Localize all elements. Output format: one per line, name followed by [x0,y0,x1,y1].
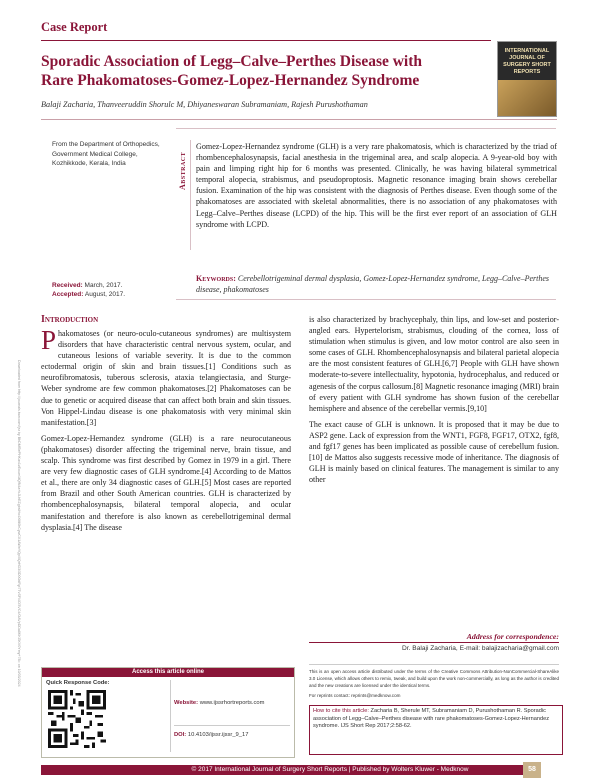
intro-paragraph-4: The exact cause of GLH is unknown. It is proposed that it may be due to ASP2 gene. Lack of expression from the WNT1, FGF8, FGF17, OTX2, fgf8, and fgf17 genes has been implicated as possible cause of cerebellum fusion.[10] de Mattos also suggests recessive mode of inheritance. The diagnosis of GLH is mainly based on clinical features. The management is similar to any other [309,419,559,485]
footer-text: © 2017 International Journal of Surgery Short Reports | Published by Wolters Kluwer - Medknow [191,766,469,773]
affiliation: From the Department of Orthopedics, Government Medical College, Kozhikkode, Kerala, India [52,141,160,167]
website-link[interactable]: www.ijssrhortreports.com [199,700,265,706]
reprints-contact[interactable]: For reprints contact: reprints@medknow.com [309,693,401,698]
cover-title: INTERNATIONAL JOURNAL OF SURGERY SHORT REPORTS [503,48,551,75]
drop-cap: P [41,325,57,355]
access-header: Access this article online [42,668,294,677]
intro-paragraph-3: is also characterized by brachycephaly, thin lips, and low-set and posterior-angled ears. Hypertelorism, strabismus, clouding of the cornea, loss of stimulation when stimulus is given, and low motor control are also seen in some cases of GLH. Rhombencephalosynapsis and bilateral parietal alopecia are the most consistent features of GLH.[6,7] People with GLH have shown moderate-to-severe intellectuality, hypotonia, hydrocephalus, and reduced or agenesis of the corpus callosum.[8] Magnetic resonance imaging (MRI) brain of every patient with GLH syndrome has shown fusion of the cerebellar hemisphere and absence of the cerebellar vermis.[9,10] [309,315,559,413]
keywords-text: Cerebellotrigeminal dermal dysplasia, Gomez-Lopez-Hernandez syndrome, Legg–Calve–Perthes disease, phakomatoses [196,274,550,294]
intro-heading: Introduction [41,314,99,325]
abstract-label: Abstract [178,151,187,190]
side-download-note: Downloaded from http://journals.lww.com/ijsr by BhDMf5ePHKav1zEoum1tQfN4a+kJLhEZgbsIHo4XMi0hCywCX1AWnYQp/IlQrHD3i3D0OdRyi7TvSFl4Cf3VC4/OAVpDDa8KKGKV0Ymy+78= on 10/03/2024 [17,360,21,687]
access-row-rule [174,725,290,726]
website-label: Website: [174,700,199,706]
intro-paragraph-1: Phakomatoses (or neuro-oculo-cutaneous syndromes) are multisystem disorders that have characteristic central nervous system, ocular, and cutaneous lesions of variable severity. It is due to the common ectodermal origin of skin and brain tissues.[1] Conditions such as neurofibromatosis, tuberous sclerosis, ataxia telangiectasia, and Sturge-Weber syndrome are few common phakomatoses.[2] Phakomatoses can be due to genetic or acquired disease that can affect both brain and skin tissues. Von Hippel-Lindau disease is one phakomatosis with very minimal skin manifestation.[3] [41,325,291,427]
correspondence-email[interactable]: Dr. Balaji Zacharia, E-mail: balajizacharia@gmail.com [402,645,559,652]
correspondence [309,632,559,652]
article-title: Sporadic Association of Legg–Calve–Perthes Disease with Rare Phakomatoses-Gomez-Lopez-Hernandez Syndrome [41,53,423,89]
citation-label: How to cite this article: [313,708,369,714]
journal-cover-image [497,41,557,117]
authors: Balaji Zacharia, Thanveeruddin Shorulc M, Dhiyaneswaran Subramaniam, Rajesh Purushothaman [41,100,368,109]
header-rule [41,40,491,41]
correspondence-title: Address for correspondence: [309,632,559,643]
intro-paragraph-2: Gomez-Lopez-Hernandez syndrome (GLH) is a rare neurocutaneous (phakomatoses) disorder affecting the trigeminal nerve, brain tissue, and scalp. This syndrome was first described by Gomez in 1979 in a girl. There are very few diagnostic cases of GLH syndrome.[4] According to de Mattos et al., there are only 34 diagnostic cases of GLH.[5] Most cases are reported from Brazil and other South American countries. GLH is characterized by rhombencephalosynapsis, bilateral temporal alopecia, and ocular manifestation and therefore is also known as cerebellotrigeminal dermal dysplasia.[4] The disease [41,433,291,532]
keywords-label: Keywords: [196,274,236,283]
page-number: 58 [523,762,541,778]
doi-link[interactable]: 10.4103/ijssr.ijssr_9_17 [187,732,249,738]
qr-code-icon[interactable] [48,690,106,748]
dates [52,281,125,299]
doi-label: DOI: [174,732,187,738]
citation-text: Zacharia B, Sherule MT, Subramaniam D, Purushothaman R. Sporadic association of Legg–Calve–Perthes disease with rare phakomatoses-Gomez-Lopez-Hernandez syndrome. IJS Short Rep 2017;2:58-62. [313,708,549,730]
abstract-divider [190,140,191,250]
license-text: This is an open access article distributed under the terms of the Creative Commons Attribution-NonCommercial-ShareAlike 3.0 License, which allows others to remix, tweak, and build upon the work non-commercially, as long as the author is credited and the new creations are licensed under the identical terms. [309,664,559,689]
accepted-date: August, 2017. [84,291,126,298]
cover-graphic [498,80,556,116]
abstract-text: Gomez-Lopez-Hernandez syndrome (GLH) is a very rare phakomatosis, which is characterized by the triad of rhombencephalosynapsis, facial anesthesia in the trigeminal area, and scalp alopecia. A 9-year-old boy with pain and limping right hip for 6 months was presented. Clinically, he was having bilateral symmetrical temporal alopecia, strabismus, and pseudoproptosis. Magnetic resonance imaging brain shows cerebellar fusion. Examination of the hip was consistent with the diagnosis of Perthes disease. Even though some of the phakomatoses are associated with skeletal abnormalities, there is no association of any phakomatoses with Legg–Calve–Perthes disease (LCPD) of the hip. This will be the first ever report of an association of GLH syndrome with LCPD. [196,142,557,229]
section-label: Case Report [41,20,108,34]
received-date: March, 2017. [84,282,123,289]
citation-box [309,705,563,755]
qr-label: Quick Response Code: [46,680,110,686]
accepted-label: Accepted: [52,291,84,298]
column-right [309,314,559,490]
website-row [174,700,264,706]
received-label: Received: [52,282,83,289]
access-box [41,667,295,758]
column-left [41,314,291,538]
keywords [196,274,557,295]
access-divider [170,680,171,752]
doi-row [174,732,248,738]
authors-rule [41,119,557,120]
